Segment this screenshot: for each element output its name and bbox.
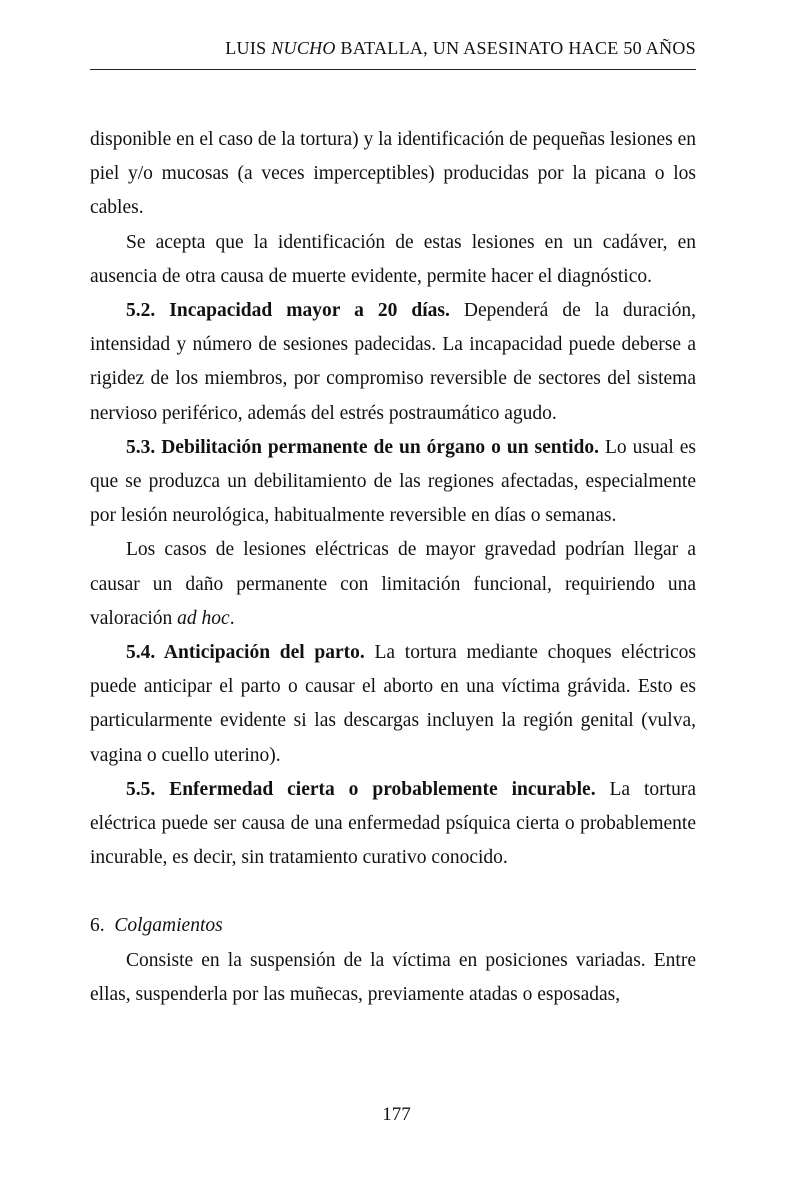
header-title: BATALLA, UN ASESINATO HACE 50 AÑOS <box>335 38 696 58</box>
section-6-number: 6. <box>90 915 105 937</box>
paragraph-end: . <box>229 607 235 629</box>
paragraph <box>90 533 696 636</box>
section-5-3-text: Lo usual es que se produzca un debilitamiento de las regiones afectadas, especialmente por lesión neurológica, habitualmente reversible en días o semanas. <box>90 436 696 527</box>
section-5-2-text: Dependerá de la duración, intensidad y número de sesiones padecidas. La incapacidad puede deberse a rigidez de los miembros, por compromiso reversible de sectores del sistema nervioso periférico, además del estrés postraumático agudo. <box>90 300 696 424</box>
section-5-5-title: 5.5. Enfermedad cierta o probablemente incurable. <box>126 778 596 800</box>
ad-hoc-italic: ad hoc <box>177 607 230 629</box>
paragraph-text: Los casos de lesiones eléctricas de mayor gravedad podrían llegar a causar un daño permanente con limitación funcional, requiriendo una valoración <box>90 539 696 629</box>
section-5-3 <box>90 431 696 534</box>
section-5-5-text: La tortura eléctrica puede ser causa de una enfermedad psíquica cierta o probablemente incurable, es decir, sin tratamiento curativo conocido. <box>90 778 696 869</box>
section-6-text: Consiste en la suspensión de la víctima en posiciones variadas. Entre ellas, suspenderla por las muñecas, previamente atadas o esposadas, <box>90 949 696 1005</box>
section-6-heading <box>90 909 696 943</box>
section-5-3-title: 5.3. Debilitación permanente de un órgano o un sentido. <box>126 436 600 458</box>
paragraph: Se acepta que la identificación de estas lesiones en un cadáver, en ausencia de otra causa de muerte evidente, permite hacer el diagnóstico. <box>90 231 696 287</box>
running-header <box>90 38 696 59</box>
section-5-2 <box>90 294 696 431</box>
section-5-4 <box>90 636 696 773</box>
section-5-4-title: 5.4. Anticipación del parto. <box>126 642 365 664</box>
header-rule <box>90 69 696 70</box>
header-author-first: LUIS <box>225 38 272 58</box>
paragraph: disponible en el caso de la tortura) y la identificación de pequeñas lesiones en piel y/o mucosas (a veces imperceptibles) producidas por la picana o los cables. <box>90 129 696 219</box>
section-5-4-text: La tortura mediante choques eléctricos puede anticipar el parto o causar el aborto en una víctima grávida. Esto es particularmente evidente si las descargas incluyen la región genital (vulva, vagina o cuello uterino). <box>90 642 696 766</box>
header-author-nick: NUCHO <box>271 38 336 58</box>
section-6-title: Colgamientos <box>114 915 223 937</box>
body-text <box>90 123 696 1012</box>
section-5-5 <box>90 773 696 876</box>
section-5-2-title: 5.2. Incapacidad mayor a 20 días. <box>126 300 450 322</box>
page-number: 177 <box>382 1104 411 1125</box>
